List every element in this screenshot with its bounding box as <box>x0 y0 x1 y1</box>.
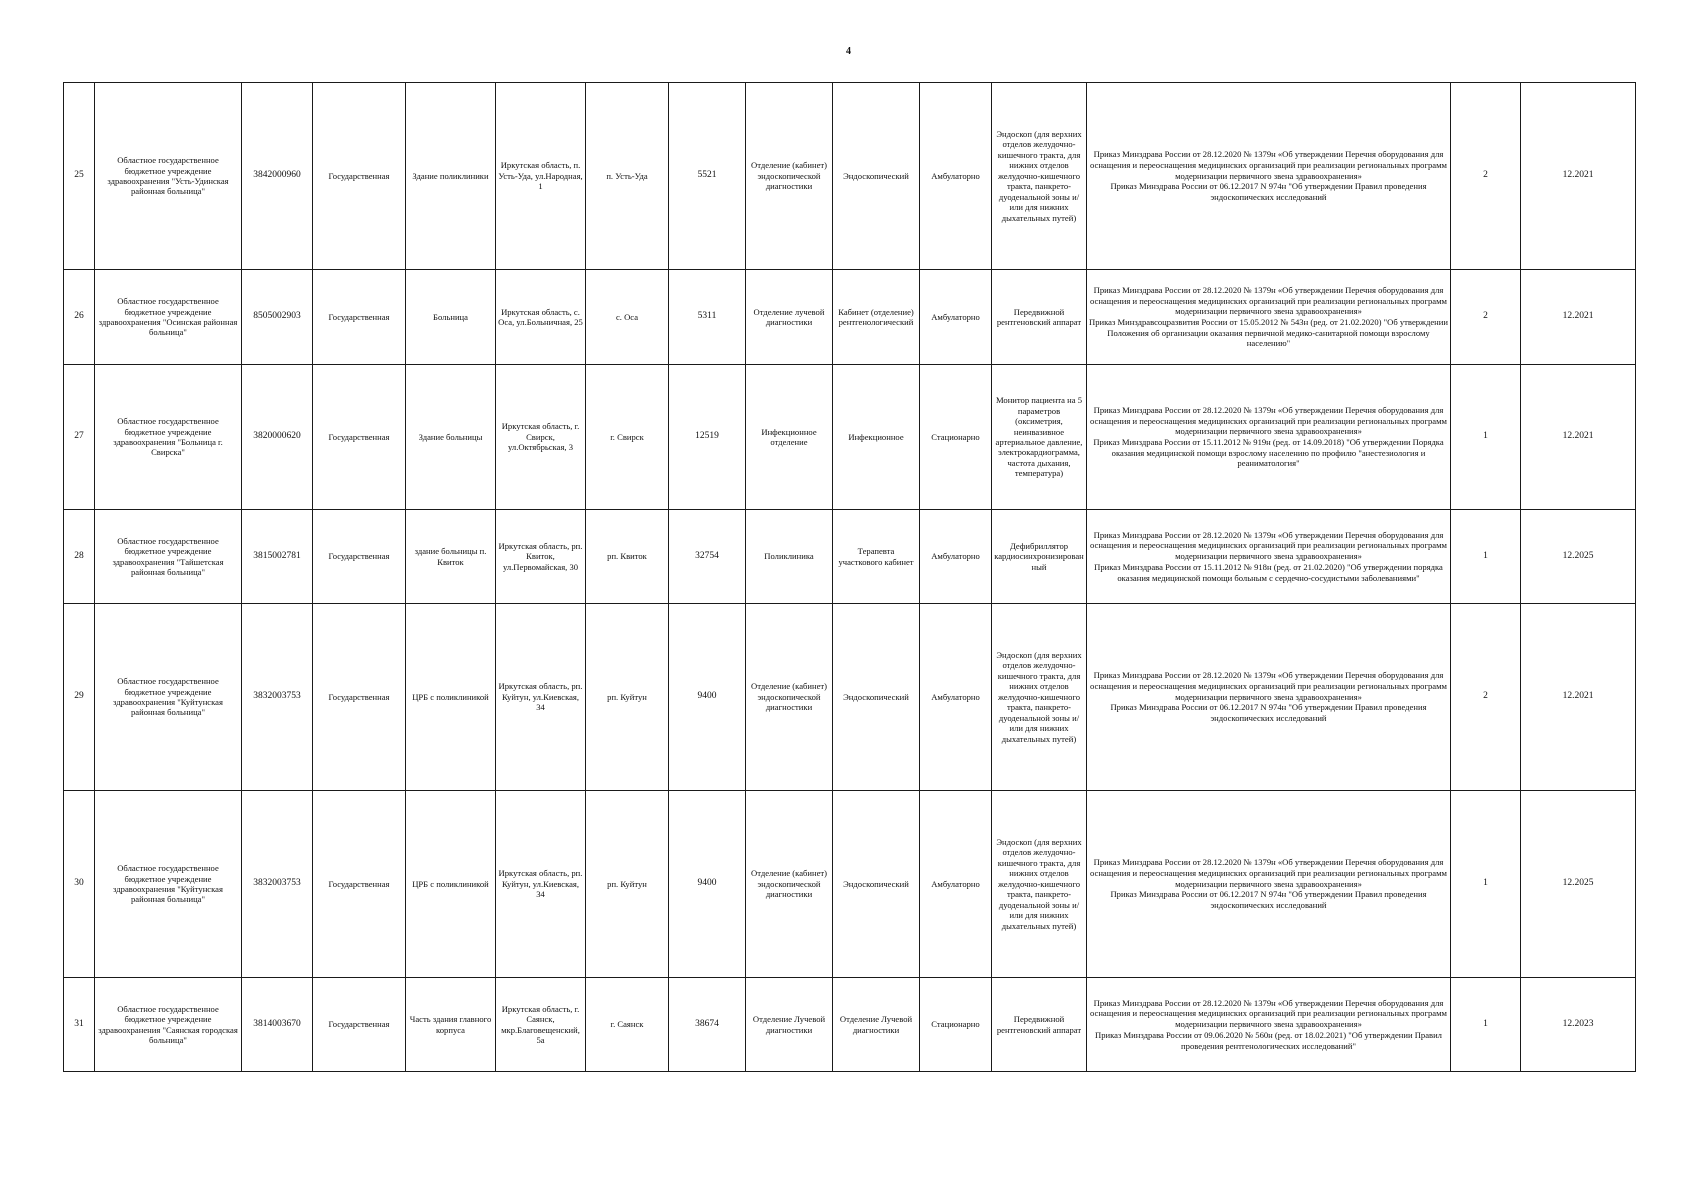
cell-address: Иркутская область, г. Саянск, мкр.Благовещенский, 5а <box>496 978 586 1072</box>
cell-settlement: рп. Куйтун <box>586 791 669 978</box>
cell-settlement: г. Саянск <box>586 978 669 1072</box>
cell-profile: Кабинет (отделение) рентгенологический <box>833 270 920 365</box>
cell-equipment: Эндоскоп (для верхних отделов желудочно-кишечного тракта, для нижних отделов желудочно-кишечного тракта, панкрето-дуоденальной зоны и/или для нижних дыхательных путей) <box>992 604 1087 791</box>
cell-organization: Областное государственное бюджетное учреждение здравоохранения "Саянская городская больница" <box>95 978 242 1072</box>
cell-quantity: 2 <box>1451 270 1521 365</box>
cell-population: 38674 <box>669 978 746 1072</box>
cell-legal-basis <box>1087 83 1451 270</box>
cell-care-form: Амбулаторно <box>920 270 992 365</box>
cell-row-number: 25 <box>64 83 95 270</box>
legal-basis-primary: Приказ Минздрава России от 28.12.2020 № 1379н «Об утверждении Перечня оборудования для оснащения и переоснащения медицинских организаций при реализации региональных программ модернизации первичного звена здравоохранения» <box>1090 857 1447 889</box>
cell-inn: 3832003753 <box>242 791 313 978</box>
cell-organization: Областное государственное бюджетное учреждение здравоохранения "Куйтунская районная больница" <box>95 791 242 978</box>
legal-basis-secondary: Приказ Минздравсоцразвития России от 15.05.2012 № 543н (ред. от 21.02.2020) "Об утверждении Положения об организации оказания первичной медико-санитарной помощи взрослому населению" <box>1089 317 1448 349</box>
cell-care-form: Амбулаторно <box>920 791 992 978</box>
cell-inn: 3814003670 <box>242 978 313 1072</box>
cell-settlement: г. Свирск <box>586 365 669 510</box>
cell-equipment: Дефибриллятор кардиосинхронизированный <box>992 510 1087 604</box>
cell-department: Отделение (кабинет) эндоскопической диагностики <box>746 83 833 270</box>
cell-building: Здание больницы <box>406 365 496 510</box>
cell-settlement: п. Усть-Уда <box>586 83 669 270</box>
cell-quantity: 1 <box>1451 978 1521 1072</box>
cell-population: 5311 <box>669 270 746 365</box>
cell-population: 5521 <box>669 83 746 270</box>
page-number: 4 <box>846 46 851 57</box>
cell-ownership-form: Государственная <box>313 791 406 978</box>
cell-equipment: Передвижной рентгеновский аппарат <box>992 270 1087 365</box>
cell-legal-basis <box>1087 270 1451 365</box>
cell-organization: Областное государственное бюджетное учреждение здравоохранения "Усть-Удинская районная больница" <box>95 83 242 270</box>
cell-legal-basis <box>1087 791 1451 978</box>
table-row <box>64 604 1636 791</box>
cell-quantity: 2 <box>1451 604 1521 791</box>
cell-row-number: 26 <box>64 270 95 365</box>
cell-building: Больница <box>406 270 496 365</box>
legal-basis-secondary: Приказ Минздрава России от 15.11.2012 № 919н (ред. от 14.09.2018) "Об утверждении Порядка оказания медицинской помощи взрослому населению по профилю "анестезиология и реаниматология" <box>1093 437 1444 469</box>
cell-building: Часть здания главного корпуса <box>406 978 496 1072</box>
legal-basis-secondary: Приказ Минздрава России от 15.11.2012 № 918н (ред. от 21.02.2020) "Об утверждении порядка оказания медицинской помощи больным с сердечно-сосудистыми заболеваниями" <box>1094 561 1443 583</box>
cell-profile: Отделение Лучевой диагностики <box>833 978 920 1072</box>
cell-organization: Областное государственное бюджетное учреждение здравоохранения "Осинская районная больница" <box>95 270 242 365</box>
cell-profile: Терапевта участкового кабинет <box>833 510 920 604</box>
cell-department: Отделение (кабинет) эндоскопической диагностики <box>746 604 833 791</box>
cell-address: Иркутская область, рп. Куйтун, ул.Киевская, 34 <box>496 791 586 978</box>
cell-equipment: Монитор пациента на 5 параметров (оксиметрия, неинвазивное артериальное давление, электрокардиограмма, частота дыхания, температура) <box>992 365 1087 510</box>
cell-care-form: Амбулаторно <box>920 83 992 270</box>
cell-inn: 3820000620 <box>242 365 313 510</box>
cell-profile: Эндоскопический <box>833 791 920 978</box>
cell-population: 9400 <box>669 604 746 791</box>
table-row <box>64 978 1636 1072</box>
legal-basis-secondary: Приказ Минздрава России от 09.06.2020 № 560н (ред. от 18.02.2021) "Об утверждении Правил проведения рентгенологических исследований" <box>1095 1029 1442 1051</box>
cell-ownership-form: Государственная <box>313 365 406 510</box>
cell-ownership-form: Государственная <box>313 604 406 791</box>
cell-inn: 3842000960 <box>242 83 313 270</box>
cell-care-form: Амбулаторно <box>920 604 992 791</box>
table-row <box>64 365 1636 510</box>
legal-basis-primary: Приказ Минздрава России от 28.12.2020 № 1379н «Об утверждении Перечня оборудования для оснащения и переоснащения медицинских организаций при реализации региональных программ модернизации первичного звена здравоохранения» <box>1090 670 1447 702</box>
cell-settlement: рп. Квиток <box>586 510 669 604</box>
legal-basis-secondary: Приказ Минздрава России от 06.12.2017 N 974н "Об утверждении Правил проведения эндоскопических исследований <box>1110 181 1427 203</box>
cell-date: 12.2025 <box>1521 510 1636 604</box>
cell-inn: 3832003753 <box>242 604 313 791</box>
cell-population: 12519 <box>669 365 746 510</box>
cell-row-number: 28 <box>64 510 95 604</box>
legal-basis-primary: Приказ Минздрава России от 28.12.2020 № 1379н «Об утверждении Перечня оборудования для оснащения и переоснащения медицинских организаций при реализации региональных программ модернизации первичного звена здравоохранения» <box>1090 997 1447 1030</box>
cell-date: 12.2021 <box>1521 270 1636 365</box>
cell-ownership-form: Государственная <box>313 83 406 270</box>
cell-row-number: 30 <box>64 791 95 978</box>
table-row <box>64 83 1636 270</box>
cell-settlement: рп. Куйтун <box>586 604 669 791</box>
legal-basis-secondary: Приказ Минздрава России от 06.12.2017 N 974н "Об утверждении Правил проведения эндоскопических исследований <box>1110 702 1427 724</box>
cell-population: 9400 <box>669 791 746 978</box>
cell-legal-basis <box>1087 510 1451 604</box>
cell-profile: Эндоскопический <box>833 604 920 791</box>
table-row <box>64 791 1636 978</box>
cell-legal-basis <box>1087 604 1451 791</box>
legal-basis-primary: Приказ Минздрава России от 28.12.2020 № 1379н «Об утверждении Перечня оборудования для оснащения и переоснащения медицинских организаций при реализации региональных программ модернизации первичного звена здравоохранения» <box>1090 529 1447 562</box>
cell-organization: Областное государственное бюджетное учреждение здравоохранения "Тайшетская районная больница" <box>95 510 242 604</box>
cell-care-form: Амбулаторно <box>920 510 992 604</box>
cell-ownership-form: Государственная <box>313 510 406 604</box>
cell-department: Отделение лучевой диагностики <box>746 270 833 365</box>
cell-building: ЦРБ с поликлиникой <box>406 791 496 978</box>
registry-body <box>64 83 1636 1072</box>
cell-organization: Областное государственное бюджетное учреждение здравоохранения "Куйтунская районная больница" <box>95 604 242 791</box>
cell-date: 12.2023 <box>1521 978 1636 1072</box>
legal-basis-primary: Приказ Минздрава России от 28.12.2020 № 1379н «Об утверждении Перечня оборудования для оснащения и переоснащения медицинских организаций при реализации региональных программ модернизации первичного звена здравоохранения» <box>1090 149 1447 181</box>
cell-population: 32754 <box>669 510 746 604</box>
cell-quantity: 1 <box>1451 791 1521 978</box>
cell-ownership-form: Государственная <box>313 978 406 1072</box>
legal-basis-primary: Приказ Минздрава России от 28.12.2020 № 1379н «Об утверждении Перечня оборудования для оснащения и переоснащения медицинских организаций при реализации региональных программ модернизации первичного звена здравоохранения» <box>1090 404 1447 437</box>
cell-inn: 3815002781 <box>242 510 313 604</box>
table-row <box>64 270 1636 365</box>
legal-basis-secondary: Приказ Минздрава России от 06.12.2017 N 974н "Об утверждении Правил проведения эндоскопических исследований <box>1110 889 1427 911</box>
cell-organization: Областное государственное бюджетное учреждение здравоохранения "Больница г. Свирска" <box>95 365 242 510</box>
cell-care-form: Стационарно <box>920 978 992 1072</box>
cell-address: Иркутская область, рп. Куйтун, ул.Киевская, 34 <box>496 604 586 791</box>
cell-building: здание больницы п. Квиток <box>406 510 496 604</box>
cell-building: Здание поликлиники <box>406 83 496 270</box>
cell-address: Иркутская область, с. Оса, ул.Больничная, 25 <box>496 270 586 365</box>
cell-row-number: 27 <box>64 365 95 510</box>
cell-building: ЦРБ с поликлиникой <box>406 604 496 791</box>
cell-profile: Инфекционное <box>833 365 920 510</box>
cell-profile: Эндоскопический <box>833 83 920 270</box>
cell-ownership-form: Государственная <box>313 270 406 365</box>
cell-row-number: 31 <box>64 978 95 1072</box>
cell-date: 12.2021 <box>1521 604 1636 791</box>
cell-settlement: с. Оса <box>586 270 669 365</box>
table-row <box>64 510 1636 604</box>
cell-inn: 8505002903 <box>242 270 313 365</box>
cell-equipment: Эндоскоп (для верхних отделов желудочно-кишечного тракта, для нижних отделов желудочно-кишечного тракта, панкрето-дуоденальной зоны и/или для нижних дыхательных путей) <box>992 83 1087 270</box>
cell-address: Иркутская область, рп. Квиток, ул.Первомайская, 30 <box>496 510 586 604</box>
cell-department: Поликлиника <box>746 510 833 604</box>
cell-legal-basis <box>1087 978 1451 1072</box>
cell-department: Отделение (кабинет) эндоскопической диагностики <box>746 791 833 978</box>
cell-address: Иркутская область, п. Усть-Уда, ул.Народная, 1 <box>496 83 586 270</box>
cell-date: 12.2021 <box>1521 365 1636 510</box>
legal-basis-primary: Приказ Минздрава России от 28.12.2020 № 1379н «Об утверждении Перечня оборудования для оснащения и переоснащения медицинских организаций при реализации региональных программ модернизации первичного звена здравоохранения» <box>1090 284 1447 317</box>
cell-department: Отделение Лучевой диагностики <box>746 978 833 1072</box>
cell-date: 12.2021 <box>1521 83 1636 270</box>
cell-quantity: 1 <box>1451 365 1521 510</box>
cell-legal-basis <box>1087 365 1451 510</box>
cell-date: 12.2025 <box>1521 791 1636 978</box>
equipment-registry-table <box>63 82 1636 1072</box>
cell-address: Иркутская область, г. Свирск, ул.Октябрьская, 3 <box>496 365 586 510</box>
cell-quantity: 1 <box>1451 510 1521 604</box>
cell-quantity: 2 <box>1451 83 1521 270</box>
cell-equipment: Эндоскоп (для верхних отделов желудочно-кишечного тракта, для нижних отделов желудочно-кишечного тракта, панкрето-дуоденальной зоны и/или для нижних дыхательных путей) <box>992 791 1087 978</box>
cell-row-number: 29 <box>64 604 95 791</box>
cell-department: Инфекционное отделение <box>746 365 833 510</box>
cell-care-form: Стационарно <box>920 365 992 510</box>
cell-equipment: Передвижной рентгеновский аппарат <box>992 978 1087 1072</box>
